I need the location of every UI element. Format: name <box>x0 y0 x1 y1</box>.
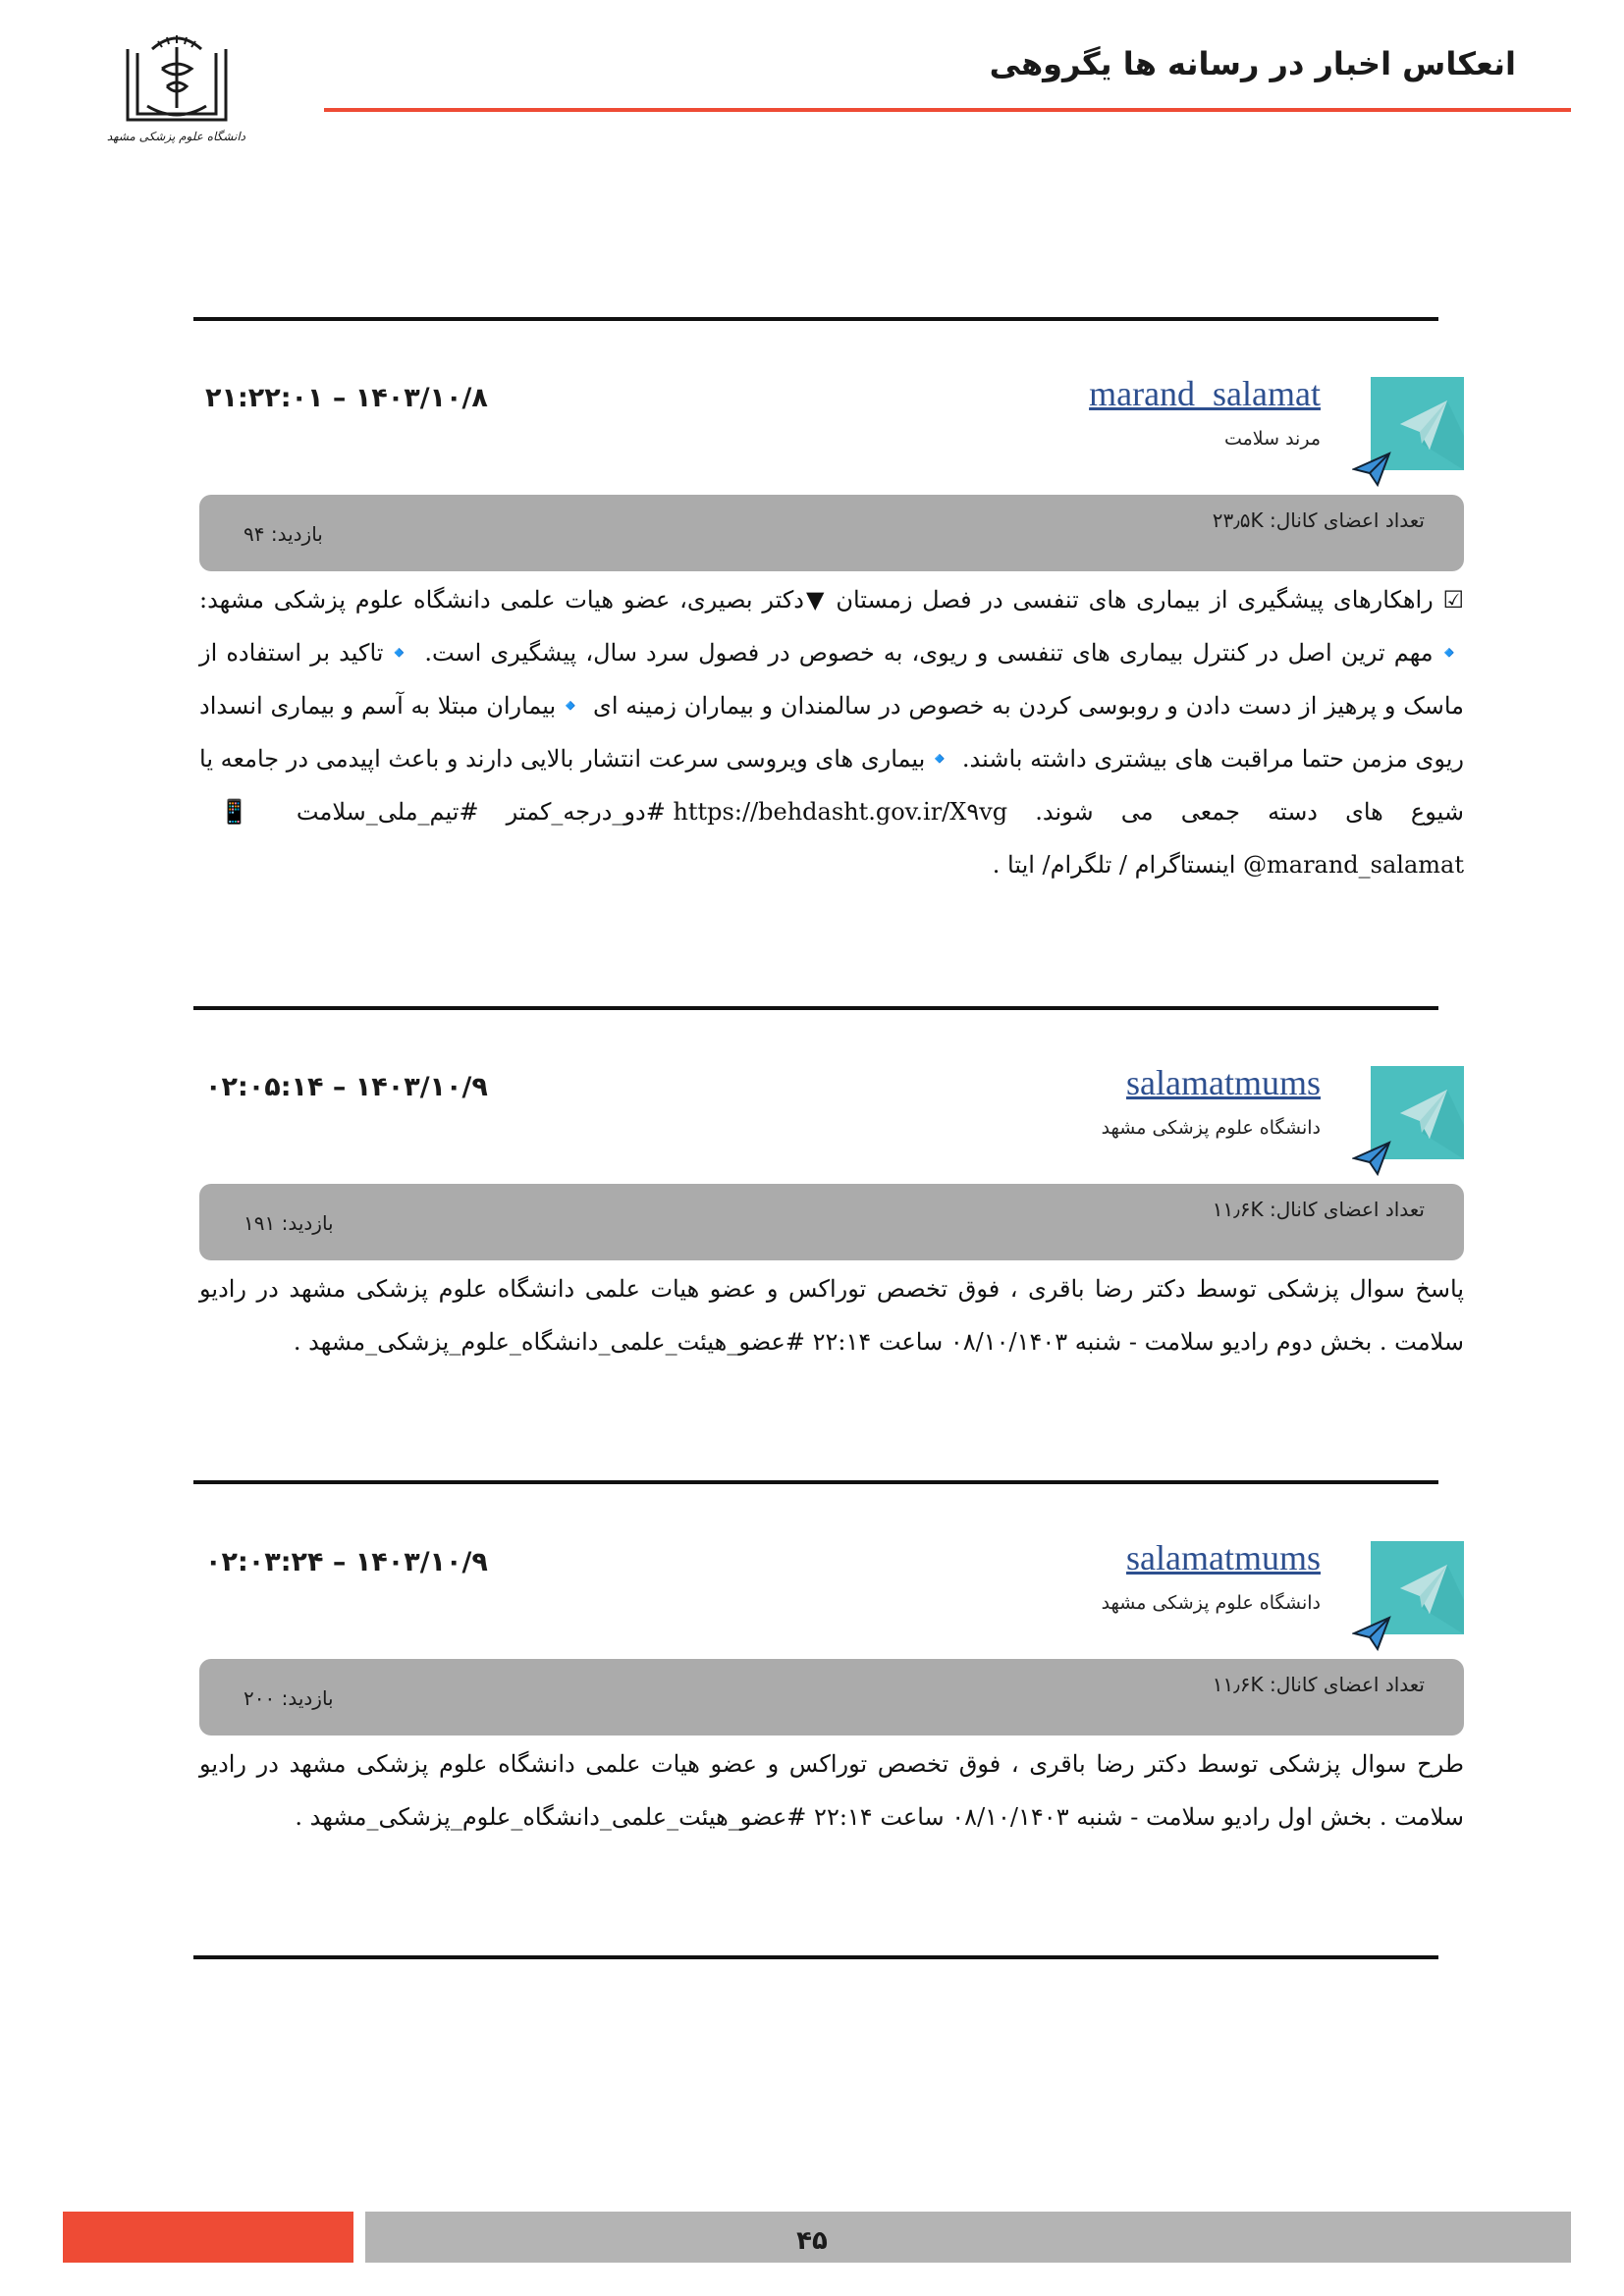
post-body: ☑ راهکارهای پیشگیری از بیماری های تنفسی در فصل زمستان ▼دکتر بصیری، عضو هیات علمی دانشگاه علوم پزشکی مشهد: 🔹مهم ترین اصل در کنترل بیماری های تنفسی و ریوی، به خصوص در فصول سرد سال، پیشگیری است. 🔹تاکید بر استفاده از ماسک و پرهیز از دست دادن و روبوسی کردن به خصوص در سالمندان و بیماران زمینه ای 🔹بیماران مبتلا به آسم و بیماری انسداد ریوی مزمن حتما مراقبت های بیشتری داشته باشند. 🔹بیماری های ویروسی سرعت انتشار بالایی دارند و باعث اپیدمی در جامعه یا شیوع های دسته جمعی می شوند. https://behdasht.gov.ir/X۹vg #دو_درجه_کمتر #تیم_ملی_سلامت 📱 marand_salamat@ اینستاگرام / تلگرام/ ایتا . <box>199 586 1464 879</box>
header-accent-line <box>324 108 1571 112</box>
post-card <box>193 1062 1470 1376</box>
view-count: بازدید: ۱۹۱ <box>244 1211 334 1235</box>
stats-bar <box>199 495 1464 571</box>
page-number: ۴۵ <box>796 2226 828 2256</box>
post-datetime: ۲۱:۲۲:۰۱ – ۱۴۰۳/۱۰/۸ <box>205 383 488 413</box>
member-count: تعداد اعضای کانال: ۱۱٫۶K <box>1212 1198 1425 1221</box>
member-count: تعداد اعضای کانال: ۲۳٫۵K <box>1212 508 1425 532</box>
university-logo <box>108 29 245 162</box>
channel-name: دانشگاه علوم پزشکی مشهد <box>1101 1117 1321 1139</box>
stats-bar <box>199 1659 1464 1735</box>
view-count: بازدید: ۲۰۰ <box>244 1686 334 1710</box>
channel-name: مرند سلامت <box>1223 428 1321 450</box>
stats-bar <box>199 1184 1464 1260</box>
post-datetime: ۰۲:۰۳:۲۴ – ۱۴۰۳/۱۰/۹ <box>205 1547 488 1577</box>
post-body: پاسخ سوال پزشکی توسط دکتر رضا باقری ، فوق تخصص توراکس و عضو هیات علمی دانشگاه علوم پزشکی مشهد در رادیو سلامت . بخش دوم رادیو سلامت - شنبه ۰۸/۱۰/۱۴۰۳ ساعت ۲۲:۱۴ #عضو_هیئت_علمی_دانشگاه_علوم_پزشکی_مشهد . <box>199 1275 1465 1356</box>
page-title: انعکاس اخبار در رسانه ها یگروهی <box>989 45 1516 82</box>
paper-plane-icon <box>1352 1614 1391 1653</box>
channel-handle-link[interactable]: salamatmums <box>1126 1063 1321 1102</box>
channel-handle-link[interactable]: marand_salamat <box>1089 374 1321 413</box>
paper-plane-icon <box>1352 1139 1391 1178</box>
logo-caption: دانشگاه علوم پزشکی مشهد <box>106 130 245 143</box>
paper-plane-icon <box>1352 450 1391 489</box>
post-card <box>193 373 1470 883</box>
view-count: بازدید: ۹۴ <box>244 522 323 546</box>
divider <box>193 1006 1438 1010</box>
divider <box>193 1955 1438 1959</box>
divider <box>193 1480 1438 1484</box>
channel-handle-link[interactable]: salamatmums <box>1126 1538 1321 1577</box>
post-body: طرح سوال پزشکی توسط دکتر رضا باقری ، فوق تخصص توراکس و عضو هیات علمی دانشگاه علوم پزشکی مشهد در رادیو سلامت . بخش اول رادیو سلامت - شنبه ۰۸/۱۰/۱۴۰۳ ساعت ۲۲:۱۴ #عضو_هیئت_علمی_دانشگاه_علوم_پزشکی_مشهد . <box>199 1750 1464 1831</box>
post-card <box>193 1537 1470 1851</box>
divider <box>193 317 1438 321</box>
member-count: تعداد اعضای کانال: ۱۱٫۶K <box>1212 1673 1425 1696</box>
channel-name: دانشگاه علوم پزشکی مشهد <box>1101 1592 1321 1614</box>
post-datetime: ۰۲:۰۵:۱۴ – ۱۴۰۳/۱۰/۹ <box>205 1072 488 1102</box>
